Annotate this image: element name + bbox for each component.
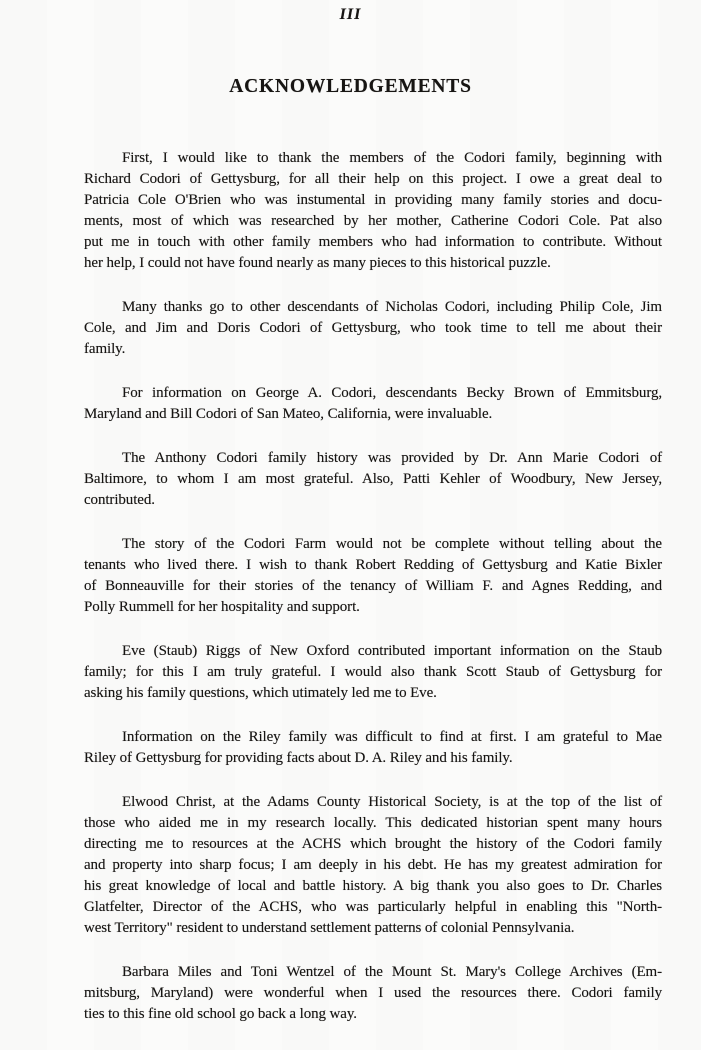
text-line: Eve (Staub) Riggs of New Oxford contributed important information on the Staub xyxy=(122,643,662,659)
text-line: For information on George A. Codori, descendants Becky Brown of Emmitsburg, xyxy=(122,385,662,401)
text-line: Information on the Riley family was difficult to find at first. I am grateful to Mae xyxy=(122,729,662,745)
text-line: her help, I could not have found nearly as many pieces to this historical puzzle. xyxy=(84,255,551,271)
text-line: Cole, and Jim and Doris Codori of Gettysburg, who took time to tell me about their xyxy=(84,320,662,336)
page-number: III xyxy=(339,6,362,23)
paragraph xyxy=(84,148,662,274)
paragraph xyxy=(84,534,662,618)
paragraph xyxy=(84,792,662,939)
paragraph xyxy=(84,383,662,425)
text-line: those who aided me in my research locally. This dedicated historian spent many hours xyxy=(84,815,662,831)
text-line: Barbara Miles and Toni Wentzel of the Mount St. Mary's College Archives (Em- xyxy=(122,964,662,980)
text-line: Maryland and Bill Codori of San Mateo, California, were invaluable. xyxy=(84,406,493,422)
text-line: Polly Rummell for her hospitality and support. xyxy=(84,599,360,615)
text-line: his great knowledge of local and battle history. A big thank you also goes to Dr. Charles xyxy=(84,878,662,894)
text-line: contributed. xyxy=(84,492,155,508)
text-line: ties to this fine old school go back a long way. xyxy=(84,1006,357,1022)
text-line: family; for this I am truly grateful. I would also thank Scott Staub of Gettysburg for xyxy=(84,664,662,680)
paragraph xyxy=(84,962,662,1025)
document-body xyxy=(84,148,662,1048)
text-line: ments, most of which was researched by her mother, Catherine Codori Cole. Pat also xyxy=(84,213,662,229)
text-line: tenants who lived there. I wish to thank Robert Redding of Gettysburg and Katie Bixler xyxy=(84,557,662,573)
text-line: directing me to resources at the ACHS which brought the history of the Codori family xyxy=(84,836,662,852)
text-line: family. xyxy=(84,341,126,357)
text-line: The story of the Codori Farm would not be complete without telling about the xyxy=(122,536,662,552)
text-line: First, I would like to thank the members of the Codori family, beginning with xyxy=(122,150,662,166)
text-line: The Anthony Codori family history was provided by Dr. Ann Marie Codori of xyxy=(122,450,662,466)
text-line: asking his family questions, which utimately led me to Eve. xyxy=(84,685,437,701)
text-line: Elwood Christ, at the Adams County Historical Society, is at the top of the list of xyxy=(122,794,662,810)
text-line: put me in touch with other family members who had information to contribute. Without xyxy=(84,234,662,250)
text-line: mitsburg, Maryland) were wonderful when I used the resources there. Codori family xyxy=(84,985,662,1001)
paragraph xyxy=(84,297,662,360)
text-line: Riley of Gettysburg for providing facts about D. A. Riley and his family. xyxy=(84,750,513,766)
text-line: Many thanks go to other descendants of Nicholas Codori, including Philip Cole, Jim xyxy=(122,299,662,315)
text-line: Richard Codori of Gettysburg, for all their help on this project. I owe a great deal to xyxy=(84,171,662,187)
text-line: Baltimore, to whom I am most grateful. Also, Patti Kehler of Woodbury, New Jersey, xyxy=(84,471,662,487)
page-title: ACKNOWLEDGEMENTS xyxy=(229,76,472,97)
text-line: Patricia Cole O'Brien who was instumental in providing many family stories and docu- xyxy=(84,192,662,208)
text-line: of Bonneauville for their stories of the tenancy of William F. and Agnes Redding, and xyxy=(84,578,662,594)
text-line: Glatfelter, Director of the ACHS, who was particularly helpful in enabling this "North- xyxy=(84,899,662,915)
paragraph xyxy=(84,448,662,511)
text-line: and property into sharp focus; I am deeply in his debt. He has my greatest admiration for xyxy=(84,857,662,873)
paragraph xyxy=(84,727,662,769)
text-line: west Territory" resident to understand settlement patterns of colonial Pennsylvania. xyxy=(84,920,575,936)
paragraph xyxy=(84,641,662,704)
